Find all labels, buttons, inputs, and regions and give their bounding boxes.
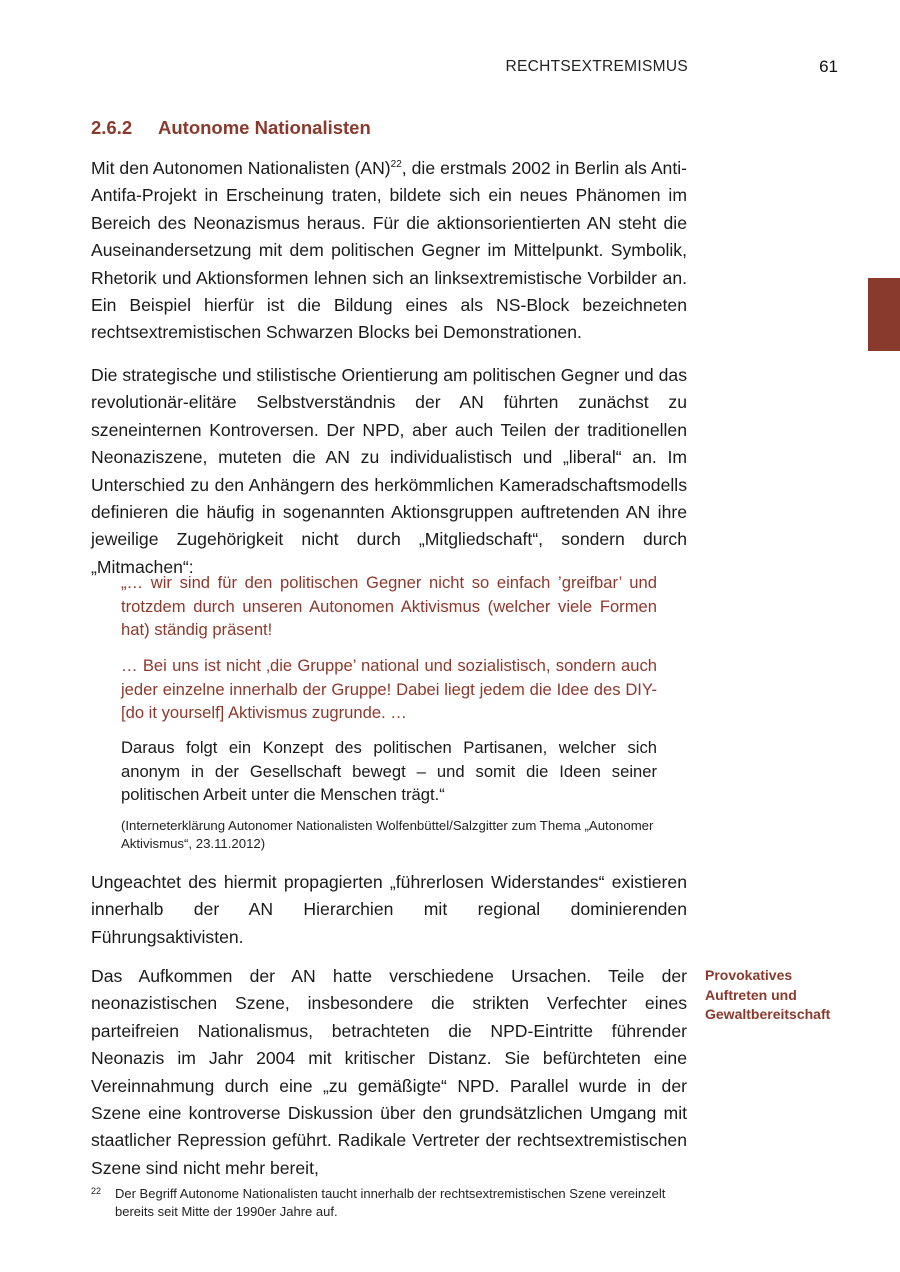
section-title: Autonome Nationalisten bbox=[158, 117, 371, 138]
section-heading bbox=[91, 117, 371, 139]
footnote bbox=[91, 1185, 691, 1220]
paragraph-intro-text-cont: , die erstmals 2002 in Berlin als Anti-Antifa-Projekt in Erscheinung traten, bildete sich ein neues Phänomen im Bereich des Neonazismus heraus. Für die aktionsorientierten AN steht die Auseinandersetzung mit dem politischen Gegner im Mittelpunkt. Symbolik, Rhetorik und Aktionsformen lehnen sich an linksextremistische Vorbilder an. Ein Beispiel hierfür ist die Bildung eines als NS-Block bezeichneten rechtsextremistischen Schwarzen Blocks bei Demonstrationen. bbox=[91, 158, 687, 343]
paragraph-orientation: Die strategische und stilistische Orientierung am politischen Gegner und das revolutionär-elitäre Selbstverständnis der AN führten zunächst zu szeneinternen Kontroversen. Der NPD, aber auch Teilen der traditionellen Neonaziszene, muteten die AN zu individualistisch und „liberal“ an. Im Unterschied zu den Anhängern des herkömmlichen Kameradschaftsmodells definieren die häufig in sogenannten Aktionsgruppen auftretenden AN ihre jeweilige Zugehörigkeit nicht durch „Mitgliedschaft“, sondern durch „Mitmachen“: bbox=[91, 365, 687, 577]
chapter-tab-marker bbox=[868, 278, 900, 351]
footnote-mark: 22 bbox=[91, 1186, 102, 1196]
quote-part-3: Daraus folgt ein Konzept des politischen Partisanen, welcher sich anonym in der Gesellschaft bewegt – und somit die Ideen seiner politischen Arbeit unter die Menschen trägt.“ bbox=[121, 738, 657, 805]
footnote-reference: 22 bbox=[390, 159, 402, 171]
section-number: 2.6.2 bbox=[91, 117, 133, 138]
paragraph-intro bbox=[91, 155, 687, 347]
paragraph-intro-text: Mit den Autonomen Nationalisten (AN) bbox=[91, 158, 391, 178]
quote-part-1: „… wir sind für den politischen Gegner nicht so einfach ’greifbar’ und trotzdem durch unseren Autonomen Aktivismus (welcher viele Formen hat) ständig präsent! bbox=[121, 573, 657, 640]
paragraph-causes: Das Aufkommen der AN hatte verschiedene Ursachen. Teile der neonazistischen Szene, insbesondere die strikten Verfechter eines parteifreien Nationalismus, betrachteten die NPD-Eintritte führender Neonazis im Jahr 2004 mit kritischer Distanz. Sie befürchteten eine Vereinnahmung durch eine „zu gemäßigte“ NPD. Parallel wurde in der Szene eine kontroverse Diskussion über den grundsätzlichen Umgang mit staatlicher Repression geführt. Radikale Vertreter der rechtsextremistischen Szene sind nicht mehr bereit, bbox=[91, 966, 687, 1178]
quote-citation: (Interneterklärung Autonomer Nationalisten Wolfenbüttel/Salzgitter zum Thema „Autonomer Aktivismus“, 23.11.2012) bbox=[121, 818, 654, 851]
page-number: 61 bbox=[819, 57, 838, 76]
running-title: RECHTSEXTREMISMUS bbox=[505, 58, 688, 75]
quote-part-2: … Bei uns ist nicht ‚die Gruppe’ national und sozialistisch, sondern auch jeder einzelne innerhalb der Gruppe! Dabei liegt jedem die Idee des DIY- [do it yourself] Aktivismus zugrunde. … bbox=[121, 656, 657, 723]
footnote-text: Der Begriff Autonome Nationalisten taucht innerhalb der rechtsextremistischen Szene vereinzelt bereits seit Mitte der 1990er Jahre auf. bbox=[115, 1186, 666, 1219]
paragraph-hierarchies: Ungeachtet des hiermit propagierten „führerlosen Widerstandes“ existieren innerhalb der AN Hierarchien mit regional dominierenden Führungsaktivisten. bbox=[91, 872, 687, 947]
margin-note: Provokatives Auftreten und Gewaltbereitschaft bbox=[705, 967, 831, 1022]
